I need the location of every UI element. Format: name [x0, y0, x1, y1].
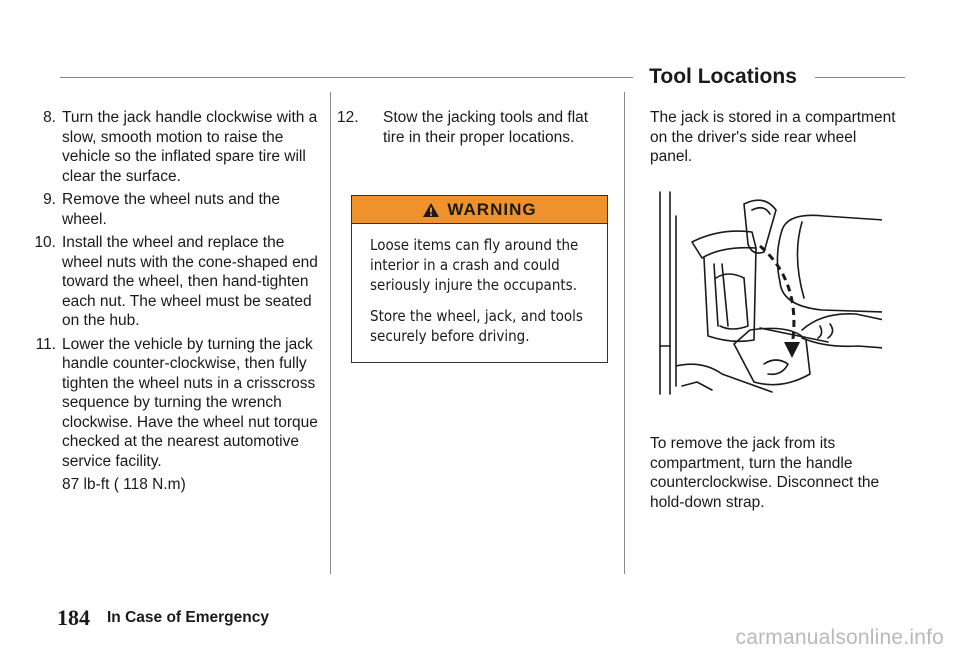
warning-header — [352, 196, 607, 224]
top-rule-left — [60, 77, 635, 78]
chapter-title: In Case of Emergency — [107, 609, 269, 626]
middle-column — [337, 108, 609, 151]
section-title: Tool Locations — [633, 64, 813, 90]
step-item — [12, 108, 318, 186]
step-text: Lower the vehicle by turning the jack handle counter-clockwise, then fully tighten the wheel nuts in a crisscross sequence by turning the wrench clockwise. Have the wheel nut torque checked at the nearest automotive service facility. — [62, 335, 318, 470]
top-rule-right — [815, 77, 905, 78]
warning-triangle-icon — [422, 202, 440, 218]
step-text: Install the wheel and replace the wheel nuts with the cone-shaped end toward the wheel, then hand-tighten each nut. The wheel must be seated on the hub. — [62, 234, 318, 329]
step-number: 8. — [43, 109, 56, 126]
column-divider-left — [330, 92, 331, 574]
step-item — [12, 233, 318, 331]
page-number: 184 — [57, 605, 90, 630]
warning-box — [351, 195, 608, 363]
warning-paragraph: Store the wheel, jack, and tools securely before driving. — [370, 307, 583, 345]
warning-paragraph: Loose items can fly around the interior in a crash and could seriously injure the occupants. — [370, 236, 579, 294]
column-divider-right — [624, 92, 625, 574]
step-item — [12, 190, 318, 229]
left-column — [12, 108, 318, 495]
warning-label: WARNING — [447, 199, 537, 219]
step-number: 12. — [337, 109, 359, 126]
step-text: Turn the jack handle clockwise with a slow, smooth motion to raise the vehicle so the inflated spare tire will clear the surface. — [62, 109, 318, 185]
step-number: 10. — [34, 234, 56, 251]
watermark: carmanualsonline.info — [735, 626, 944, 649]
torque-spec: 87 lb-ft ( 118 N.m) — [62, 476, 186, 493]
step-text: Remove the wheel nuts and the wheel. — [62, 191, 280, 228]
step-number: 11. — [35, 335, 56, 353]
step-item — [337, 108, 609, 147]
step-item — [12, 335, 318, 472]
warning-body — [352, 224, 607, 346]
section-removal-text: To remove the jack from its compartment, turn the handle counterclockwise. Disconnect the hold-down strap. — [650, 435, 880, 511]
step-number: 9. — [43, 191, 56, 208]
jack-compartment-illustration — [652, 186, 882, 398]
step-text: Stow the jacking tools and flat tire in their proper locations. — [383, 109, 589, 146]
section-intro: The jack is stored in a compartment on the driver's side rear wheel panel. — [650, 109, 896, 165]
